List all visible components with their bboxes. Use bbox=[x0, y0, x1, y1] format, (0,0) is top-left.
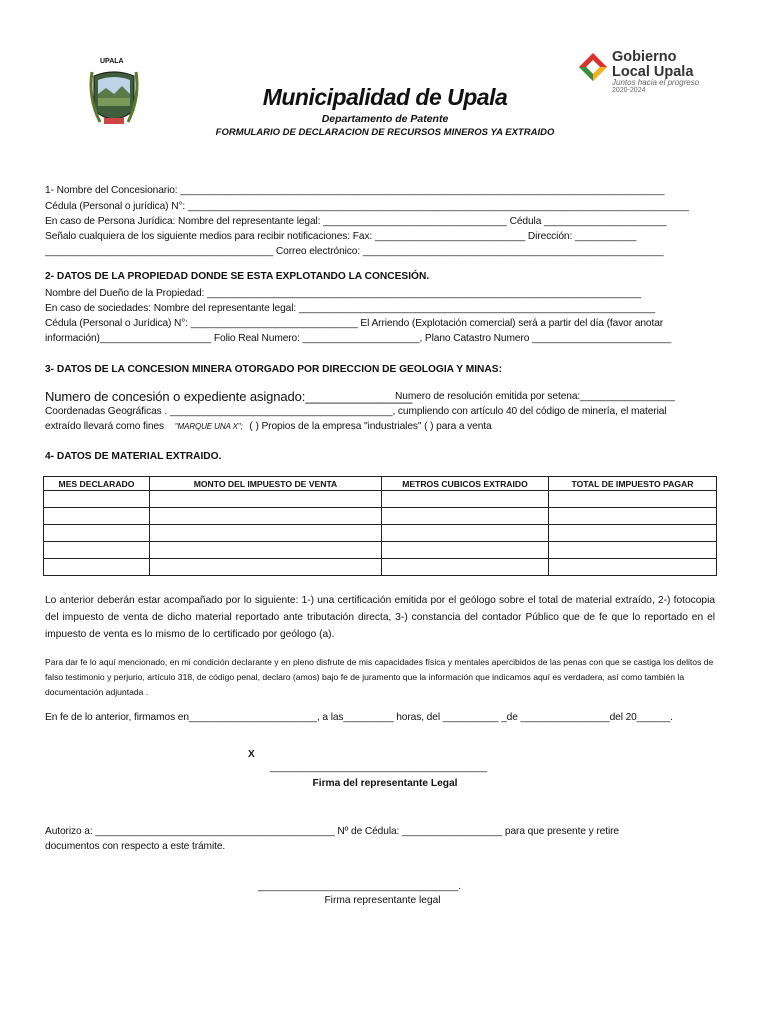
table-cell[interactable] bbox=[150, 542, 382, 559]
table-cell[interactable] bbox=[549, 508, 717, 525]
signature2-label: Firma representante legal bbox=[324, 895, 441, 906]
s1-id-line: Cédula (Personal o jurídica) N°: __________________________________________________________________________________________ bbox=[45, 201, 689, 212]
table-cell[interactable] bbox=[549, 491, 717, 508]
table-cell[interactable] bbox=[44, 559, 150, 576]
col-monto-impuesto: MONTO DEL IMPUESTO DE VENTA bbox=[150, 477, 382, 491]
table-cell[interactable] bbox=[150, 508, 382, 525]
s1-email-line: _________________________________________ Correo electrónico: ______________________________________________________ bbox=[45, 246, 664, 257]
s3-purpose-line bbox=[45, 421, 492, 432]
form-title: FORMULARIO DE DECLARACION DE RECURSOS MINEROS YA EXTRAIDO bbox=[215, 127, 555, 138]
section4-heading: 4- DATOS DE MATERIAL EXTRAIDO. bbox=[45, 451, 222, 462]
s2-company-line: En caso de sociedades: Nombre del representante legal: ________________________________________________________________ bbox=[45, 303, 656, 314]
s1-legal-rep-line: En caso de Persona Jurídica: Nombre del representante legal: _________________________________ Cédula ______________________ bbox=[45, 216, 667, 227]
s2-owner-line: Nombre del Dueño de la Propiedad: ______________________________________________________________________________ bbox=[45, 288, 642, 299]
table-cell[interactable] bbox=[44, 508, 150, 525]
table-cell[interactable] bbox=[382, 491, 549, 508]
s3-mark-hint: "MARQUE UNA X"; bbox=[174, 422, 243, 431]
oath-paragraph: Para dar fe lo aquí mencionado, en mi condición declarante y en pleno disfrute de mis capacidades física y mentales apercibidos de las penas con que se castiga los delitos de falso testimonio y perjurio, artículo 318, de código penal, declaro (amos) bajo fe de juramento que la información que indicamos aquí es verdadera, así como también la documentación adjuntada . bbox=[45, 657, 714, 697]
signature-label: Firma del representante Legal bbox=[312, 778, 458, 789]
logo-slogan: Juntos hacia el progreso bbox=[612, 78, 700, 87]
x-mark: X bbox=[248, 749, 255, 760]
table-cell[interactable] bbox=[44, 525, 150, 542]
authorization-line2: documentos con respecto a este trámite. bbox=[45, 841, 226, 852]
requirements-paragraph: Lo anterior deberán estar acompañado por lo siguiente: 1-) una certificación emitida por el geólogo sobre el total de material extraído, 2-) fotocopia del impuesto de venta de dicho material reportado ante tributación directa, 3-) constancia del contador Público que de fe que lo reportado en el impuesto de venta es lo mismo de lo certificado por geólogo (a). bbox=[45, 595, 715, 640]
material-table bbox=[43, 476, 717, 576]
table-cell[interactable] bbox=[150, 525, 382, 542]
col-total-impuesto: TOTAL DE IMPUESTO PAGAR bbox=[549, 477, 717, 491]
s2-folio-line: información)____________________ Folio Real Numero: _____________________, Plano Catastro Numero _________________________ bbox=[45, 333, 672, 344]
table-cell[interactable] bbox=[549, 559, 717, 576]
s3-purpose-options: ( ) Propios de la empresa "industriales" ( ) para a venta bbox=[249, 421, 492, 432]
page-title: Municipalidad de Upala bbox=[262, 84, 508, 110]
section2-heading: 2- DATOS DE LA PROPIEDAD DONDE SE ESTA EXPLOTANDO LA CONCESIÓN. bbox=[45, 271, 430, 282]
table-row bbox=[44, 559, 717, 576]
table-cell[interactable] bbox=[382, 542, 549, 559]
table-row bbox=[44, 491, 717, 508]
table-cell[interactable] bbox=[382, 559, 549, 576]
table-row bbox=[44, 525, 717, 542]
signature-date-line: En fe de lo anterior, firmamos en_______________________, a las_________ horas, del __________ _de ________________del 20______. bbox=[45, 712, 673, 723]
col-metros-cubicos: METROS CUBICOS EXTRAIDO bbox=[382, 477, 549, 491]
s1-notification-line: Señalo cualquiera de los siguiente medios para recibir notificaciones: Fax: ___________________________ Dirección: ___________ bbox=[45, 231, 637, 242]
crest-label: UPALA bbox=[100, 58, 124, 65]
table-cell[interactable] bbox=[549, 542, 717, 559]
signature-line: _______________________________________ bbox=[270, 762, 487, 773]
s3-purpose-label: extraído llevará como fines bbox=[45, 421, 165, 432]
table-cell[interactable] bbox=[549, 525, 717, 542]
s1-concessionaire-line: 1- Nombre del Concesionario: _______________________________________________________________________________________ bbox=[45, 185, 665, 196]
table-cell[interactable] bbox=[44, 542, 150, 559]
logo-line2: Local Upala bbox=[612, 63, 694, 80]
table-row bbox=[44, 508, 717, 525]
table-cell[interactable] bbox=[44, 491, 150, 508]
table-cell[interactable] bbox=[150, 491, 382, 508]
table-cell[interactable] bbox=[382, 525, 549, 542]
signature2-line: ____________________________________. bbox=[258, 881, 461, 892]
s2-lease-line: Cédula (Personal o Jurídica) N°: ______________________________ El Arriendo (Explotación comercial) será a partir del día (favor anotar bbox=[45, 318, 664, 329]
s3-coordinates-line: Coordenadas Geográficas . ________________________________________, cumpliendo con artículo 40 del código de minería, el material bbox=[45, 406, 667, 417]
table-row bbox=[44, 542, 717, 559]
section3-heading: 3- DATOS DE LA CONCESION MINERA OTORGADO POR DIRECCION DE GEOLOGIA Y MINAS: bbox=[45, 364, 502, 375]
gobierno-diamond-icon bbox=[578, 52, 608, 86]
col-mes-declarado: MES DECLARADO bbox=[44, 477, 150, 491]
table-cell[interactable] bbox=[382, 508, 549, 525]
s3-concession-number-line: Numero de concesión o expediente asignado:_______________ bbox=[45, 389, 413, 404]
logo-line1: Gobierno bbox=[612, 49, 677, 65]
s3-resolution-line: Numero de resolución emitida por setena:_________________ bbox=[395, 391, 675, 402]
table-cell[interactable] bbox=[150, 559, 382, 576]
department-title: Departamento de Patente bbox=[321, 113, 449, 125]
logo-years: 2020-2024 bbox=[612, 87, 646, 94]
authorization-line: Autorizo a: ___________________________________________ Nº de Cédula: __________________ para que presente y retire bbox=[45, 826, 619, 837]
